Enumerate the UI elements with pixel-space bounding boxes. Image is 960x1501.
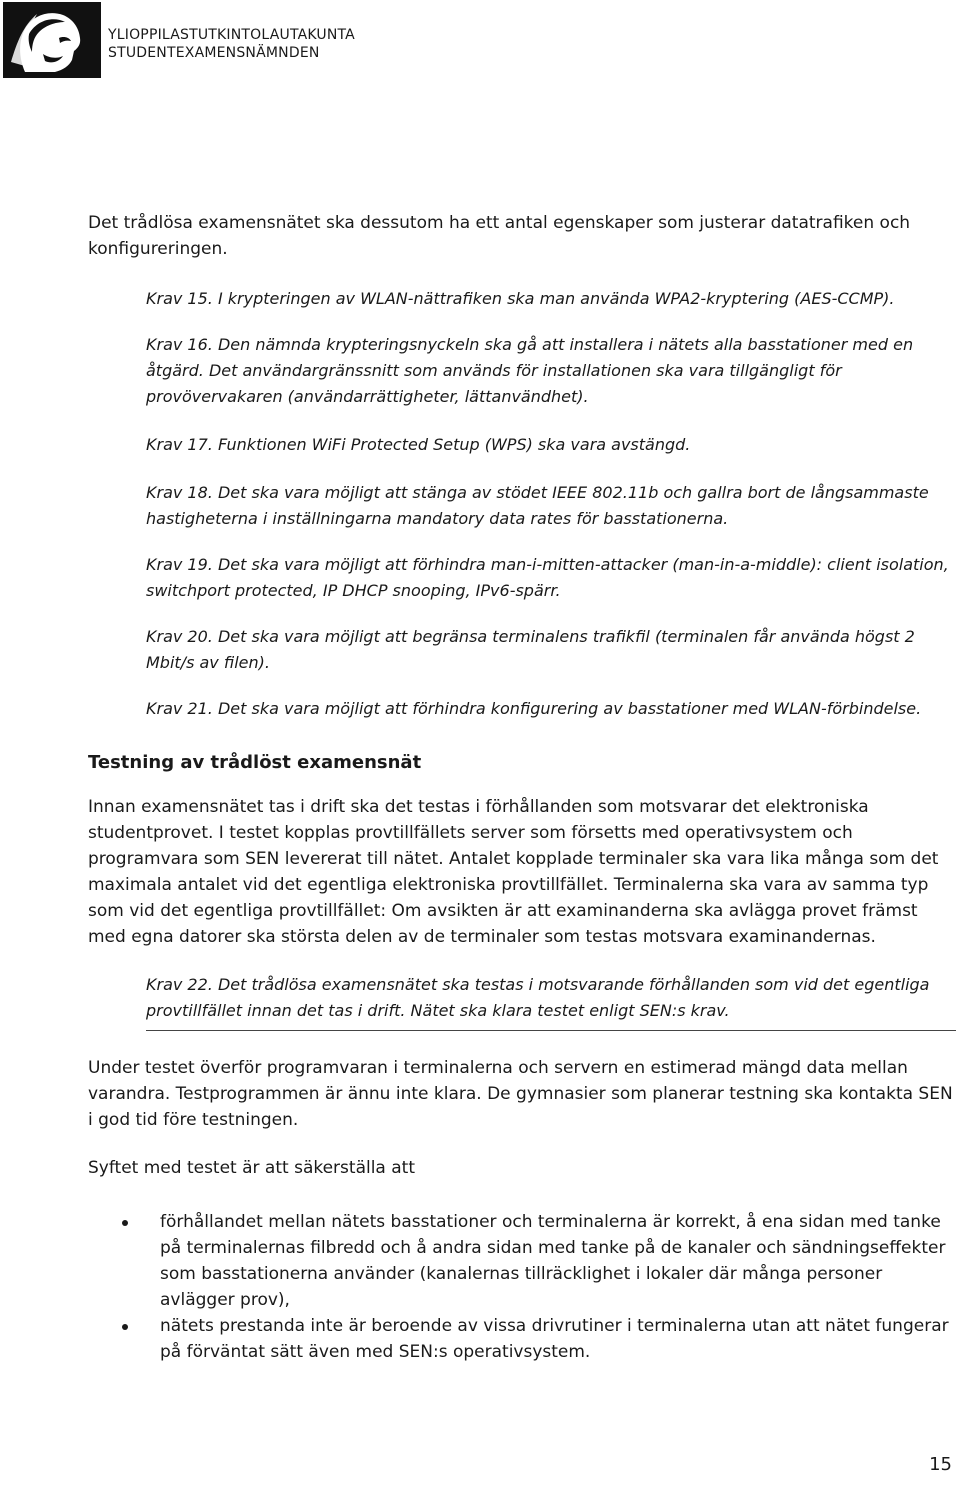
org-name-finnish: YLIOPPILASTUTKINTOLAUTAKUNTA [108, 27, 355, 43]
list-item [88, 1209, 956, 1313]
requirement-15: Krav 15. I krypteringen av WLAN-nättrafiken ska man använda WPA2-kryptering (AES-CCMP). [146, 289, 895, 308]
organization-name [108, 26, 355, 62]
requirement-17: Krav 17. Funktionen WiFi Protected Setup (WPS) ska vara avstängd. [146, 435, 691, 454]
requirement-21: Krav 21. Det ska vara möjligt att förhindra konfigurering av basstationer med WLAN-förbindelse. [146, 699, 922, 718]
purpose-list [88, 1209, 956, 1365]
requirement-19: Krav 19. Det ska vara möjligt att förhindra man-i-mitten-attacker (man-in-a-middle): client isolation, switchport protected, IP DHCP snooping, IPv6-spärr. [146, 555, 949, 600]
section-paragraph: Innan examensnätet tas i drift ska det testas i förhållanden som motsvarar det elektroniska studentprovet. I testet kopplas provtillfällets server som försetts med operativsystem och programvara som SEN levererat till nätet. Antalet kopplade terminaler ska vara lika många som det maximala antalet vid det egentliga elektroniska provtillfället. Terminalerna ska vara av samma typ som vid det egentliga provtillfället: Om avsikten är att examinanderna ska avlägga provet främst med egna datorer ska största delen av de terminaler som testas motsvara examinandernas. [88, 797, 939, 947]
intro-paragraph: Det trådlösa examensnätet ska dessutom ha ett antal egenskaper som justerar datatrafiken och konfigureringen. [88, 213, 911, 259]
helmeted-head-logo-icon [3, 2, 101, 78]
list-item [88, 1313, 956, 1365]
requirement-22: Krav 22. Det trådlösa examensnätet ska testas i motsvarande förhållanden som vid det egentliga provtillfället innan det tas i drift. Nätet ska klara testet enligt SEN:s krav. [146, 975, 930, 1020]
list-item-text: nätets prestanda inte är beroende av vissa drivrutiner i terminalerna utan att nätet fungerar på förväntat sätt även med SEN:s operativsystem. [160, 1316, 949, 1362]
requirement-16: Krav 16. Den nämnda krypteringsnyckeln ska gå att installera i nätets alla basstationer med en åtgärd. Det användargränssnitt som används för installationen ska vara tillgängligt för provövervakaren (användarrättigheter, lättanvändhet). [146, 335, 914, 406]
list-item-text: förhållandet mellan nätets basstationer och terminalerna är korrekt, å ena sidan med tanke på terminalernas filbredd och å andra sidan med tanke på de kanaler och sändningseffekter som basstationerna använder (kanalernas tillräcklighet i lokaler där många personer avlägger prov), [160, 1212, 946, 1310]
purpose-lead: Syftet med testet är att säkerställa att [88, 1158, 416, 1178]
paragraph-after: Under testet överför programvaran i terminalerna och servern en estimerad mängd data mellan varandra. Testprogrammen är ännu inte klara. De gymnasier som planerar testning ska kontakta SEN i god tid före testningen. [88, 1058, 953, 1130]
bullet-icon [122, 1324, 128, 1330]
page-header [0, 0, 960, 80]
section-heading: Testning av trådlöst examensnät [88, 752, 422, 773]
org-name-swedish: STUDENTEXAMENSNÄMNDEN [108, 45, 320, 61]
page-number: 15 [929, 1454, 952, 1475]
requirement-18: Krav 18. Det ska vara möjligt att stänga av stödet IEEE 802.11b och gallra bort de långsammaste hastigheterna i inställningarna mandatory data rates för basstationerna. [146, 483, 929, 528]
requirement-20: Krav 20. Det ska vara möjligt att begränsa terminalens trafikfil (terminalen får använda högst 2 Mbit/s av filen). [146, 627, 915, 672]
bullet-icon [122, 1220, 128, 1226]
document-body [88, 210, 956, 1365]
requirement-22-box [146, 972, 956, 1031]
